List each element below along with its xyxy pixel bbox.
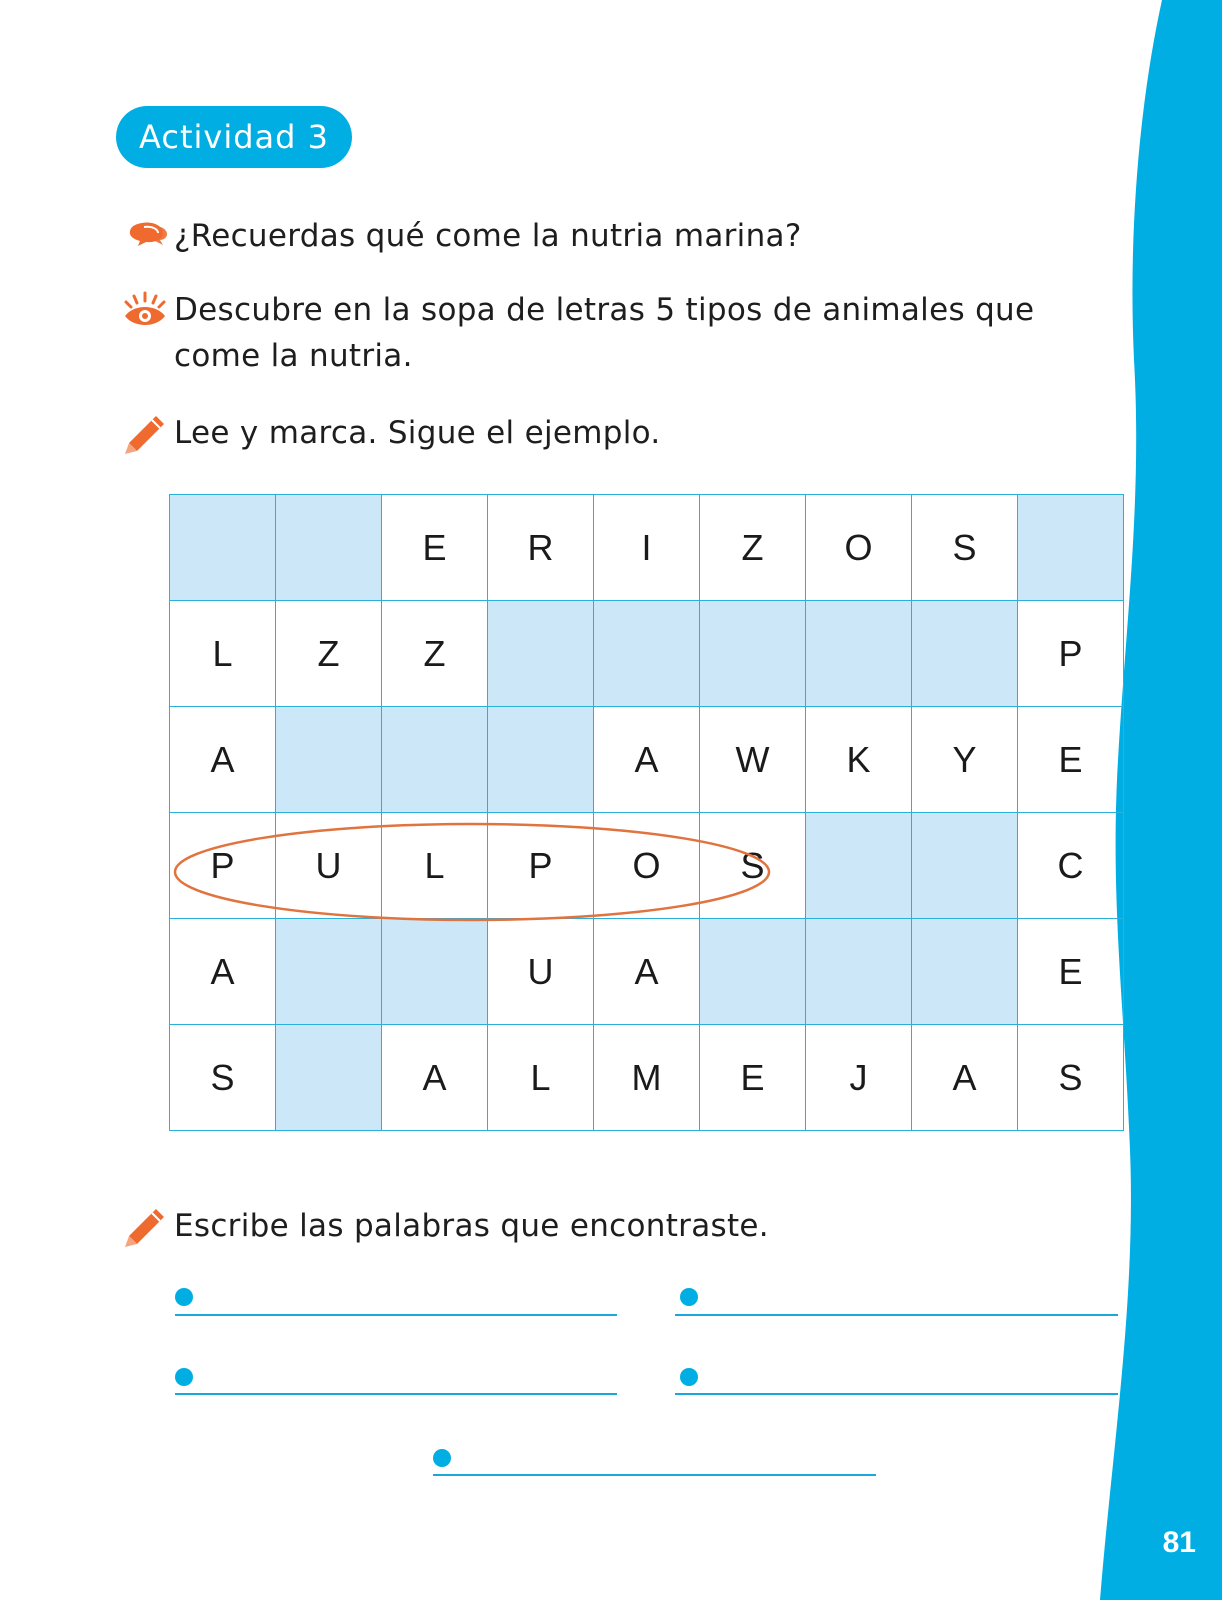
grid-cell-letter[interactable]: E: [1017, 918, 1124, 1025]
grid-cell-empty: [487, 600, 594, 707]
grid-cell-letter[interactable]: S: [169, 1024, 276, 1131]
instruction-text: Lee y marca. Sigue el ejemplo.: [174, 415, 661, 451]
grid-cell-letter[interactable]: A: [381, 1024, 488, 1131]
grid-cell-letter[interactable]: E: [699, 1024, 806, 1131]
word-search-grid: [169, 494, 1123, 1130]
grid-cell-empty: [381, 706, 488, 813]
grid-cell-letter[interactable]: I: [593, 494, 700, 601]
pencil-icon: [122, 414, 168, 454]
grid-cell-letter[interactable]: U: [487, 918, 594, 1025]
grid-cell-letter[interactable]: P: [169, 812, 276, 919]
grid-cell-empty: [275, 706, 382, 813]
grid-cell-empty: [1017, 494, 1124, 601]
instruction-text: Escribe las palabras que encontraste.: [174, 1208, 769, 1244]
grid-cell-letter[interactable]: M: [593, 1024, 700, 1131]
grid-cell-empty: [275, 494, 382, 601]
grid-cell-empty: [805, 812, 912, 919]
grid-cell-letter[interactable]: E: [381, 494, 488, 601]
grid-cell-empty: [805, 918, 912, 1025]
grid-cell-letter[interactable]: S: [1017, 1024, 1124, 1131]
activity-badge: Actividad 3: [116, 106, 352, 168]
grid-cell-empty: [911, 600, 1018, 707]
answer-bullet: [680, 1368, 698, 1386]
grid-cell-letter[interactable]: Z: [381, 600, 488, 707]
answer-bullet: [680, 1288, 698, 1306]
grid-cell-empty: [487, 706, 594, 813]
grid-cell-letter[interactable]: O: [593, 812, 700, 919]
answer-bullet: [433, 1449, 451, 1467]
grid-cell-empty: [699, 600, 806, 707]
grid-cell-empty: [275, 1024, 382, 1131]
grid-cell-letter[interactable]: U: [275, 812, 382, 919]
answer-line-1[interactable]: [175, 1314, 617, 1316]
grid-cell-letter[interactable]: E: [1017, 706, 1124, 813]
grid-cell-letter[interactable]: Y: [911, 706, 1018, 813]
answer-bullet: [175, 1288, 193, 1306]
instruction-text: ¿Recuerdas qué come la nutria marina?: [174, 218, 802, 254]
speech-bubbles-icon: [122, 217, 168, 257]
grid-cell-letter[interactable]: A: [911, 1024, 1018, 1131]
answer-line-2[interactable]: [675, 1314, 1118, 1316]
grid-cell-letter[interactable]: L: [169, 600, 276, 707]
grid-cell-empty: [593, 600, 700, 707]
grid-cell-letter[interactable]: A: [169, 706, 276, 813]
grid-cell-letter[interactable]: A: [593, 706, 700, 813]
grid-cell-empty: [911, 812, 1018, 919]
grid-cell-letter[interactable]: P: [1017, 600, 1124, 707]
grid-cell-empty: [275, 918, 382, 1025]
grid-cell-letter[interactable]: L: [487, 1024, 594, 1131]
grid-cell-letter[interactable]: R: [487, 494, 594, 601]
pencil-icon: [122, 1207, 168, 1247]
grid-cell-letter[interactable]: Z: [275, 600, 382, 707]
grid-cell-letter[interactable]: W: [699, 706, 806, 813]
grid-cell-letter[interactable]: A: [169, 918, 276, 1025]
grid-cell-empty: [699, 918, 806, 1025]
grid-cell-letter[interactable]: P: [487, 812, 594, 919]
grid-cell-letter[interactable]: S: [699, 812, 806, 919]
grid-cell-letter[interactable]: A: [593, 918, 700, 1025]
grid-cell-letter[interactable]: C: [1017, 812, 1124, 919]
answer-bullet: [175, 1368, 193, 1386]
grid-cell-letter[interactable]: Z: [699, 494, 806, 601]
grid-cell-empty: [911, 918, 1018, 1025]
grid-cell-letter[interactable]: L: [381, 812, 488, 919]
grid-cell-empty: [805, 600, 912, 707]
grid-cell-letter[interactable]: K: [805, 706, 912, 813]
answer-line-5[interactable]: [433, 1474, 876, 1476]
instruction-text: Descubre en la sopa de letras 5 tipos de animales que come la nutria.: [174, 292, 1035, 374]
grid-cell-letter[interactable]: J: [805, 1024, 912, 1131]
grid-cell-empty: [169, 494, 276, 601]
answer-line-4[interactable]: [675, 1393, 1118, 1395]
grid-cell-letter[interactable]: O: [805, 494, 912, 601]
grid-cell-letter[interactable]: S: [911, 494, 1018, 601]
grid-cell-empty: [381, 918, 488, 1025]
answer-line-3[interactable]: [175, 1393, 617, 1395]
page-number: 81: [1162, 1526, 1196, 1559]
eye-icon: [122, 291, 168, 331]
